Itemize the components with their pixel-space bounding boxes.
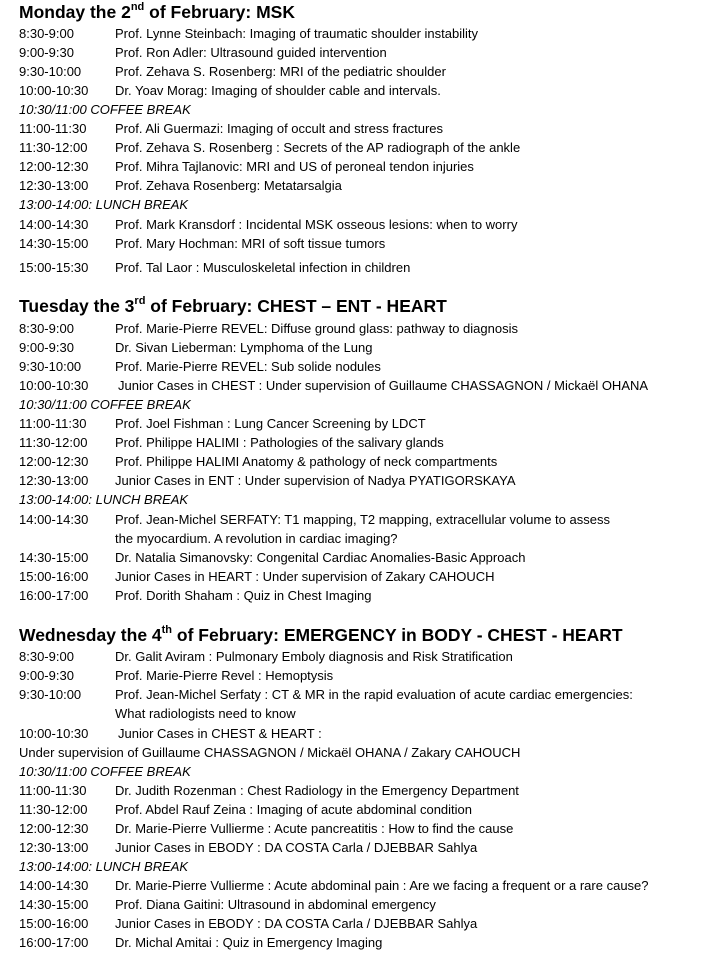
- break-row: [19, 395, 719, 414]
- schedule-row: [19, 685, 719, 704]
- session-description: Dr. Marie-Pierre Vullierme : Acute pancreatitis : How to find the cause: [115, 821, 514, 836]
- schedule-row: [19, 567, 719, 586]
- time-slot: 14:00-14:30: [19, 217, 89, 232]
- schedule-row: [19, 781, 719, 800]
- session-description: Prof. Philippe HALIMI : Pathologies of the salivary glands: [115, 435, 444, 450]
- session-description: Prof. Mary Hochman: MRI of soft tissue tumors: [115, 236, 386, 251]
- session-description: Junior Cases in EBODY : DA COSTA Carla / DJEBBAR Sahlya: [115, 840, 478, 855]
- schedule-row: [19, 319, 719, 338]
- break-row: [19, 195, 719, 214]
- schedule-row: [19, 800, 719, 819]
- session-description: Prof. Jean-Michel Serfaty : CT & MR in the rapid evaluation of acute cardiac emergencies:: [115, 687, 633, 702]
- session-description: Junior Cases in ENT : Under supervision of Nadya PYATIGORSKAYA: [115, 473, 516, 488]
- schedule-row: [19, 215, 719, 234]
- time-slot: 12:00-12:30: [19, 159, 89, 174]
- time-slot: 14:00-14:30: [19, 878, 89, 893]
- time-slot: 9:30-10:00: [19, 687, 82, 702]
- session-description: Prof. Zehava Rosenberg: Metatarsalgia: [115, 178, 342, 193]
- time-slot: 8:30-9:00: [19, 26, 74, 41]
- session-description: Prof. Dorith Shaham : Quiz in Chest Imaging: [115, 588, 372, 603]
- schedule-row: [19, 838, 719, 857]
- break-label: LUNCH BREAK: [95, 197, 189, 212]
- schedule-row: [19, 24, 719, 43]
- time-slot: 14:00-14:30: [19, 512, 89, 527]
- schedule-row: [19, 81, 719, 100]
- schedule-row: [19, 933, 719, 952]
- session-description: Prof. Mark Kransdorf : Incidental MSK osseous lesions: when to worry: [115, 217, 518, 232]
- schedule-row: [19, 258, 719, 277]
- session-description: Prof. Ali Guermazi: Imaging of occult and stress fractures: [115, 121, 444, 136]
- time-slot: 11:30-12:00: [19, 802, 88, 817]
- day-heading-monday: Monday the 2nd of February: MSK: [19, 1, 295, 22]
- schedule-row: [19, 586, 719, 605]
- time-slot: 13:00-14:00:: [19, 492, 93, 507]
- time-slot: 16:00-17:00: [19, 588, 89, 603]
- schedule-row: [19, 138, 719, 157]
- time-slot: 13:00-14:00:: [19, 197, 93, 212]
- time-slot: 8:30-9:00: [19, 321, 74, 336]
- session-description: Junior Cases in HEART : Under supervision of Zakary CAHOUCH: [115, 569, 495, 584]
- schedule-row: [19, 414, 719, 433]
- time-slot: 15:00-16:00: [19, 916, 89, 931]
- session-description: Prof. Jean-Michel SERFATY: T1 mapping, T2 mapping, extracellular volume to assess: [115, 512, 610, 527]
- break-row: [19, 857, 719, 876]
- session-description: Prof. Mihra Tajlanovic: MRI and US of peroneal tendon injuries: [115, 159, 474, 174]
- session-description: Prof. Tal Laor : Musculoskeletal infection in children: [115, 260, 411, 275]
- session-description: Prof. Diana Gaitini: Ultrasound in abdominal emergency: [115, 897, 436, 912]
- time-slot: 12:00-12:30: [19, 821, 89, 836]
- session-description: Dr. Marie-Pierre Vullierme : Acute abdominal pain : Are we facing a frequent or a rare cause?: [115, 878, 649, 893]
- session-description: Prof. Lynne Steinbach: Imaging of traumatic shoulder instability: [115, 26, 478, 41]
- schedule-row: [19, 914, 719, 933]
- session-description: Dr. Natalia Simanovsky: Congenital Cardiac Anomalies-Basic Approach: [115, 550, 526, 565]
- schedule-row: [19, 433, 719, 452]
- schedule-row-continuation: [19, 743, 719, 762]
- schedule-row-continuation: [19, 529, 719, 548]
- time-slot: 14:30-15:00: [19, 550, 89, 565]
- time-slot: 9:00-9:30: [19, 340, 74, 355]
- break-label: LUNCH BREAK: [95, 859, 189, 874]
- time-slot: 14:30-15:00: [19, 897, 89, 912]
- session-description: Prof. Abdel Rauf Zeina : Imaging of acute abdominal condition: [115, 802, 472, 817]
- time-slot: 11:00-11:30: [19, 416, 87, 431]
- day-heading-tuesday: Tuesday the 3rd of February: CHEST – ENT - HEART: [19, 295, 447, 316]
- schedule-row-continuation: [19, 704, 719, 723]
- schedule-row: [19, 452, 719, 471]
- schedule-row: [19, 43, 719, 62]
- break-label: COFFEE BREAK: [90, 397, 191, 412]
- schedule-row: [19, 338, 719, 357]
- time-slot: 16:00-17:00: [19, 935, 89, 950]
- time-slot: 11:00-11:30: [19, 783, 87, 798]
- schedule-row: [19, 510, 719, 529]
- schedule-row: [19, 548, 719, 567]
- schedule-row: [19, 666, 719, 685]
- schedule-row: [19, 62, 719, 81]
- time-slot: 12:30-13:00: [19, 178, 89, 193]
- session-description: Prof. Marie-Pierre Revel : Hemoptysis: [115, 668, 334, 683]
- time-slot: 10:30/11:00: [19, 397, 87, 412]
- time-slot: 13:00-14:00:: [19, 859, 93, 874]
- time-slot: 10:00-10:30: [19, 83, 89, 98]
- schedule-row: [19, 376, 719, 395]
- session-description: Prof. Zehava S. Rosenberg : Secrets of the AP radiograph of the ankle: [115, 140, 521, 155]
- break-label: COFFEE BREAK: [90, 764, 191, 779]
- session-description: Junior Cases in CHEST : Under supervision of Guillaume CHASSAGNON / Mickaël OHANA: [118, 378, 649, 393]
- time-slot: 12:00-12:30: [19, 454, 89, 469]
- schedule-row: [19, 724, 719, 743]
- session-description: Dr. Yoav Morag: Imaging of shoulder cable and intervals.: [115, 83, 441, 98]
- time-slot: 11:30-12:00: [19, 140, 88, 155]
- schedule-row: [19, 471, 719, 490]
- time-slot: 14:30-15:00: [19, 236, 89, 251]
- break-label: COFFEE BREAK: [90, 102, 191, 117]
- time-slot: 9:00-9:30: [19, 668, 74, 683]
- session-description: Junior Cases in CHEST & HEART :: [118, 726, 322, 741]
- time-slot: 9:00-9:30: [19, 45, 74, 60]
- session-description: Dr. Sivan Lieberman: Lymphoma of the Lung: [115, 340, 373, 355]
- session-description: Prof. Marie-Pierre REVEL: Diffuse ground glass: pathway to diagnosis: [115, 321, 518, 336]
- session-description: Under supervision of Guillaume CHASSAGNON / Mickaël OHANA / Zakary CAHOUCH: [19, 745, 521, 760]
- session-description: Dr. Michal Amitai : Quiz in Emergency Imaging: [115, 935, 383, 950]
- time-slot: 9:30-10:00: [19, 359, 82, 374]
- time-slot: 15:00-16:00: [19, 569, 89, 584]
- time-slot: 8:30-9:00: [19, 649, 74, 664]
- time-slot: 10:30/11:00: [19, 102, 87, 117]
- session-description: Dr. Judith Rozenman : Chest Radiology in the Emergency Department: [115, 783, 519, 798]
- time-slot: 10:30/11:00: [19, 764, 87, 779]
- session-description: Prof. Marie-Pierre REVEL: Sub solide nodules: [115, 359, 381, 374]
- time-slot: 15:00-15:30: [19, 260, 89, 275]
- time-slot: 9:30-10:00: [19, 64, 82, 79]
- schedule-row: [19, 895, 719, 914]
- time-slot: 11:30-12:00: [19, 435, 88, 450]
- schedule-row: [19, 176, 719, 195]
- session-description: Prof. Joel Fishman : Lung Cancer Screening by LDCT: [115, 416, 426, 431]
- schedule-row: [19, 357, 719, 376]
- time-slot: 10:00-10:30: [19, 378, 89, 393]
- schedule-row: [19, 119, 719, 138]
- time-slot: 11:00-11:30: [19, 121, 87, 136]
- schedule-row: [19, 819, 719, 838]
- break-row: [19, 490, 719, 509]
- session-description: the myocardium. A revolution in cardiac imaging?: [115, 531, 398, 546]
- break-row: [19, 100, 719, 119]
- session-description: What radiologists need to know: [115, 706, 296, 721]
- schedule-row: [19, 876, 719, 895]
- time-slot: 12:30-13:00: [19, 840, 89, 855]
- schedule-row: [19, 234, 719, 253]
- session-description: Dr. Galit Aviram : Pulmonary Emboly diagnosis and Risk Stratification: [115, 649, 513, 664]
- break-row: [19, 762, 719, 781]
- time-slot: 12:30-13:00: [19, 473, 89, 488]
- session-description: Prof. Zehava S. Rosenberg: MRI of the pediatric shoulder: [115, 64, 446, 79]
- schedule-row: [19, 157, 719, 176]
- session-description: Prof. Philippe HALIMI Anatomy & pathology of neck compartments: [115, 454, 498, 469]
- time-slot: 10:00-10:30: [19, 726, 89, 741]
- schedule-row: [19, 647, 719, 666]
- session-description: Junior Cases in EBODY : DA COSTA Carla / DJEBBAR Sahlya: [115, 916, 478, 931]
- break-label: LUNCH BREAK: [95, 492, 189, 507]
- day-heading-wednesday: Wednesday the 4th of February: EMERGENCY in BODY - CHEST - HEART: [19, 624, 623, 645]
- session-description: Prof. Ron Adler: Ultrasound guided intervention: [115, 45, 387, 60]
